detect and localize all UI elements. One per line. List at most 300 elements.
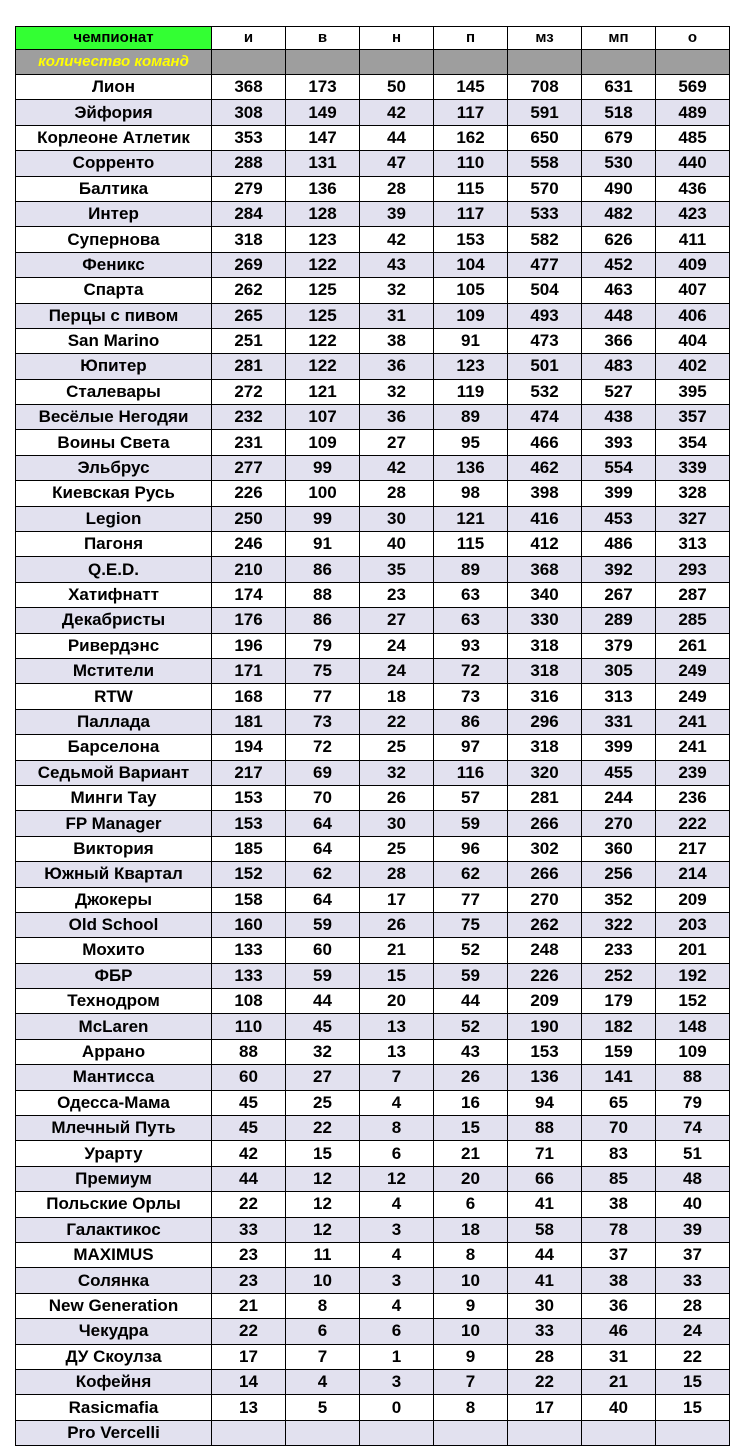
team-name-cell: Киевская Русь: [16, 481, 212, 506]
team-name-cell: Супернова: [16, 227, 212, 252]
draws-cell: 44: [360, 125, 434, 150]
points-cell: 40: [656, 1192, 730, 1217]
losses-cell: 43: [434, 1039, 508, 1064]
losses-cell: 91: [434, 328, 508, 353]
draws-cell: 17: [360, 887, 434, 912]
goals-scored-cell: 58: [508, 1217, 582, 1242]
wins-cell: 122: [286, 328, 360, 353]
games-cell: 22: [212, 1192, 286, 1217]
goals-conceded-cell: 305: [582, 658, 656, 683]
losses-cell: 63: [434, 582, 508, 607]
games-cell: 194: [212, 735, 286, 760]
games-cell: 210: [212, 557, 286, 582]
points-cell: 192: [656, 963, 730, 988]
team-name-cell: Минги Тау: [16, 785, 212, 810]
team-name-cell: Пагоня: [16, 532, 212, 557]
games-cell: 308: [212, 100, 286, 125]
goals-scored-cell: 41: [508, 1192, 582, 1217]
losses-cell: 104: [434, 252, 508, 277]
games-cell: 44: [212, 1166, 286, 1191]
draws-cell: 13: [360, 1014, 434, 1039]
losses-cell: 15: [434, 1116, 508, 1141]
wins-cell: 131: [286, 151, 360, 176]
goals-scored-cell: 462: [508, 455, 582, 480]
games-cell: 160: [212, 912, 286, 937]
table-row: [16, 963, 730, 988]
wins-cell: 62: [286, 862, 360, 887]
goals-scored-cell: 493: [508, 303, 582, 328]
team-name-cell: Седьмой Вариант: [16, 760, 212, 785]
losses-cell: 59: [434, 963, 508, 988]
wins-cell: 121: [286, 379, 360, 404]
table-row: [16, 252, 730, 277]
table-row: [16, 1039, 730, 1064]
points-cell: 407: [656, 278, 730, 303]
games-cell: 108: [212, 989, 286, 1014]
goals-scored-cell: 318: [508, 735, 582, 760]
points-cell: 354: [656, 430, 730, 455]
points-cell: 201: [656, 938, 730, 963]
losses-cell: 8: [434, 1395, 508, 1420]
team-name-cell: ФБР: [16, 963, 212, 988]
games-cell: 277: [212, 455, 286, 480]
table-row: [16, 354, 730, 379]
subheader-cell: [212, 50, 286, 75]
losses-cell: 26: [434, 1065, 508, 1090]
wins-cell: 12: [286, 1217, 360, 1242]
goals-scored-cell: 318: [508, 633, 582, 658]
draws-cell: 23: [360, 582, 434, 607]
losses-cell: 77: [434, 887, 508, 912]
table-row: [16, 481, 730, 506]
goals-conceded-cell: 554: [582, 455, 656, 480]
goals-conceded-cell: 70: [582, 1116, 656, 1141]
goals-scored-cell: 33: [508, 1319, 582, 1344]
table-row: [16, 1319, 730, 1344]
draws-cell: 27: [360, 430, 434, 455]
wins-cell: 107: [286, 405, 360, 430]
team-name-cell: Чекудра: [16, 1319, 212, 1344]
draws-cell: 28: [360, 176, 434, 201]
goals-conceded-cell: 453: [582, 506, 656, 531]
draws-cell: 42: [360, 100, 434, 125]
goals-scored-cell: 558: [508, 151, 582, 176]
games-cell: 23: [212, 1242, 286, 1267]
goals-scored-cell: 591: [508, 100, 582, 125]
goals-scored-cell: 650: [508, 125, 582, 150]
draws-cell: 4: [360, 1192, 434, 1217]
header-cell-goals-conceded: мп: [582, 27, 656, 50]
table-row: [16, 100, 730, 125]
losses-cell: 145: [434, 75, 508, 100]
points-cell: 109: [656, 1039, 730, 1064]
team-name-cell: Pro Vercelli: [16, 1420, 212, 1445]
draws-cell: 3: [360, 1268, 434, 1293]
team-name-cell: Весёлые Негодяи: [16, 405, 212, 430]
goals-conceded-cell: 289: [582, 608, 656, 633]
draws-cell: 39: [360, 201, 434, 226]
goals-scored-cell: 190: [508, 1014, 582, 1039]
draws-cell: 8: [360, 1116, 434, 1141]
draws-cell: 15: [360, 963, 434, 988]
team-name-cell: New Generation: [16, 1293, 212, 1318]
losses-cell: 93: [434, 633, 508, 658]
losses-cell: 57: [434, 785, 508, 810]
points-cell: 22: [656, 1344, 730, 1369]
table-row: [16, 1395, 730, 1420]
games-cell: 45: [212, 1090, 286, 1115]
table-row: [16, 405, 730, 430]
games-cell: 152: [212, 862, 286, 887]
wins-cell: 99: [286, 506, 360, 531]
goals-scored-cell: 209: [508, 989, 582, 1014]
table-row: [16, 912, 730, 937]
team-name-cell: Перцы с пивом: [16, 303, 212, 328]
games-cell: 168: [212, 684, 286, 709]
goals-conceded-cell: 399: [582, 735, 656, 760]
table-row: [16, 1192, 730, 1217]
wins-cell: 69: [286, 760, 360, 785]
header-cell-losses: п: [434, 27, 508, 50]
games-cell: 318: [212, 227, 286, 252]
goals-scored-cell: 416: [508, 506, 582, 531]
games-cell: 88: [212, 1039, 286, 1064]
losses-cell: 95: [434, 430, 508, 455]
losses-cell: 9: [434, 1344, 508, 1369]
table-row: [16, 227, 730, 252]
team-name-cell: McLaren: [16, 1014, 212, 1039]
table-row: [16, 633, 730, 658]
draws-cell: 0: [360, 1395, 434, 1420]
goals-conceded-cell: 182: [582, 1014, 656, 1039]
goals-scored-cell: 368: [508, 557, 582, 582]
goals-scored-cell: 398: [508, 481, 582, 506]
goals-conceded-cell: 141: [582, 1065, 656, 1090]
points-cell: 249: [656, 684, 730, 709]
goals-scored-cell: 226: [508, 963, 582, 988]
wins-cell: 25: [286, 1090, 360, 1115]
draws-cell: 26: [360, 912, 434, 937]
team-name-cell: FP Manager: [16, 811, 212, 836]
losses-cell: 86: [434, 709, 508, 734]
team-name-cell: Кофейня: [16, 1369, 212, 1394]
points-cell: 217: [656, 836, 730, 861]
draws-cell: 7: [360, 1065, 434, 1090]
losses-cell: 44: [434, 989, 508, 1014]
draws-cell: 27: [360, 608, 434, 633]
team-name-cell: Мохито: [16, 938, 212, 963]
goals-conceded-cell: 482: [582, 201, 656, 226]
games-cell: 153: [212, 811, 286, 836]
points-cell: 209: [656, 887, 730, 912]
goals-conceded-cell: 379: [582, 633, 656, 658]
goals-conceded-cell: 463: [582, 278, 656, 303]
goals-conceded-cell: 322: [582, 912, 656, 937]
wins-cell: 7: [286, 1344, 360, 1369]
goals-conceded-cell: 527: [582, 379, 656, 404]
goals-scored-cell: [508, 1420, 582, 1445]
goals-conceded-cell: 46: [582, 1319, 656, 1344]
team-name-cell: Old School: [16, 912, 212, 937]
losses-cell: 109: [434, 303, 508, 328]
points-cell: 436: [656, 176, 730, 201]
wins-cell: 147: [286, 125, 360, 150]
games-cell: 23: [212, 1268, 286, 1293]
team-name-cell: Южный Квартал: [16, 862, 212, 887]
goals-conceded-cell: 483: [582, 354, 656, 379]
wins-cell: 109: [286, 430, 360, 455]
team-name-cell: Воины Света: [16, 430, 212, 455]
goals-scored-cell: 30: [508, 1293, 582, 1318]
draws-cell: 21: [360, 938, 434, 963]
games-cell: 176: [212, 608, 286, 633]
goals-scored-cell: 266: [508, 811, 582, 836]
subheader-cell: [434, 50, 508, 75]
games-cell: 110: [212, 1014, 286, 1039]
losses-cell: 59: [434, 811, 508, 836]
points-cell: 339: [656, 455, 730, 480]
header-cell-games: и: [212, 27, 286, 50]
points-cell: 328: [656, 481, 730, 506]
points-cell: 402: [656, 354, 730, 379]
table-row: [16, 1268, 730, 1293]
table-row: [16, 608, 730, 633]
table-row: [16, 938, 730, 963]
goals-scored-cell: 44: [508, 1242, 582, 1267]
table-row: [16, 328, 730, 353]
goals-scored-cell: 262: [508, 912, 582, 937]
goals-scored-cell: 532: [508, 379, 582, 404]
table-row: [16, 836, 730, 861]
goals-conceded-cell: 179: [582, 989, 656, 1014]
wins-cell: 60: [286, 938, 360, 963]
goals-scored-cell: 533: [508, 201, 582, 226]
draws-cell: 24: [360, 633, 434, 658]
goals-scored-cell: 504: [508, 278, 582, 303]
table-row: [16, 1369, 730, 1394]
goals-conceded-cell: 360: [582, 836, 656, 861]
team-name-cell: Эльбрус: [16, 455, 212, 480]
points-cell: 48: [656, 1166, 730, 1191]
subheader-cell: [508, 50, 582, 75]
points-cell: 406: [656, 303, 730, 328]
goals-scored-cell: 266: [508, 862, 582, 887]
team-name-cell: Ривердэнс: [16, 633, 212, 658]
goals-scored-cell: 66: [508, 1166, 582, 1191]
goals-scored-cell: 136: [508, 1065, 582, 1090]
games-cell: 265: [212, 303, 286, 328]
team-name-cell: Аррано: [16, 1039, 212, 1064]
games-cell: 353: [212, 125, 286, 150]
wins-cell: 27: [286, 1065, 360, 1090]
points-cell: 569: [656, 75, 730, 100]
goals-conceded-cell: 518: [582, 100, 656, 125]
team-name-cell: Эйфория: [16, 100, 212, 125]
goals-scored-cell: 41: [508, 1268, 582, 1293]
goals-conceded-cell: 393: [582, 430, 656, 455]
goals-conceded-cell: 267: [582, 582, 656, 607]
games-cell: 13: [212, 1395, 286, 1420]
draws-cell: 38: [360, 328, 434, 353]
goals-conceded-cell: 256: [582, 862, 656, 887]
standings-table: [15, 26, 730, 1446]
draws-cell: 40: [360, 532, 434, 557]
draws-cell: 18: [360, 684, 434, 709]
goals-conceded-cell: 679: [582, 125, 656, 150]
wins-cell: 59: [286, 963, 360, 988]
points-cell: 222: [656, 811, 730, 836]
losses-cell: 52: [434, 1014, 508, 1039]
points-cell: 423: [656, 201, 730, 226]
team-name-cell: Сталевары: [16, 379, 212, 404]
goals-conceded-cell: 40: [582, 1395, 656, 1420]
goals-conceded-cell: 270: [582, 811, 656, 836]
points-cell: 485: [656, 125, 730, 150]
losses-cell: 162: [434, 125, 508, 150]
goals-scored-cell: 474: [508, 405, 582, 430]
team-name-cell: Технодром: [16, 989, 212, 1014]
losses-cell: 117: [434, 100, 508, 125]
header-cell-championship: чемпионат: [16, 27, 212, 50]
header-cell-points: о: [656, 27, 730, 50]
draws-cell: 32: [360, 278, 434, 303]
draws-cell: 24: [360, 658, 434, 683]
goals-scored-cell: 318: [508, 658, 582, 683]
goals-conceded-cell: 37: [582, 1242, 656, 1267]
games-cell: 153: [212, 785, 286, 810]
goals-scored-cell: 708: [508, 75, 582, 100]
wins-cell: 86: [286, 557, 360, 582]
wins-cell: 15: [286, 1141, 360, 1166]
points-cell: [656, 1420, 730, 1445]
team-name-cell: Джокеры: [16, 887, 212, 912]
subheader-row: [16, 50, 730, 75]
wins-cell: 73: [286, 709, 360, 734]
wins-cell: 86: [286, 608, 360, 633]
draws-cell: 20: [360, 989, 434, 1014]
team-name-cell: Сорренто: [16, 151, 212, 176]
wins-cell: 4: [286, 1369, 360, 1394]
points-cell: 357: [656, 405, 730, 430]
team-name-cell: Солянка: [16, 1268, 212, 1293]
games-cell: 288: [212, 151, 286, 176]
draws-cell: 30: [360, 811, 434, 836]
wins-cell: 149: [286, 100, 360, 125]
wins-cell: 122: [286, 252, 360, 277]
points-cell: 293: [656, 557, 730, 582]
points-cell: 287: [656, 582, 730, 607]
standings-body: [16, 27, 730, 1446]
games-cell: 279: [212, 176, 286, 201]
subheader-cell: [360, 50, 434, 75]
games-cell: 17: [212, 1344, 286, 1369]
subheader-team-count: количество команд: [16, 50, 212, 75]
games-cell: 251: [212, 328, 286, 353]
games-cell: 42: [212, 1141, 286, 1166]
wins-cell: 5: [286, 1395, 360, 1420]
games-cell: 174: [212, 582, 286, 607]
points-cell: 15: [656, 1395, 730, 1420]
points-cell: 249: [656, 658, 730, 683]
games-cell: 133: [212, 963, 286, 988]
goals-conceded-cell: 159: [582, 1039, 656, 1064]
draws-cell: [360, 1420, 434, 1445]
wins-cell: 8: [286, 1293, 360, 1318]
games-cell: 158: [212, 887, 286, 912]
draws-cell: 35: [360, 557, 434, 582]
goals-conceded-cell: 455: [582, 760, 656, 785]
points-cell: 24: [656, 1319, 730, 1344]
draws-cell: 47: [360, 151, 434, 176]
table-row: [16, 176, 730, 201]
table-row: [16, 303, 730, 328]
goals-conceded-cell: 452: [582, 252, 656, 277]
table-row: [16, 506, 730, 531]
wins-cell: 125: [286, 278, 360, 303]
table-row: [16, 684, 730, 709]
games-cell: 14: [212, 1369, 286, 1394]
games-cell: 272: [212, 379, 286, 404]
table-row: [16, 1293, 730, 1318]
team-name-cell: Млечный Путь: [16, 1116, 212, 1141]
wins-cell: 128: [286, 201, 360, 226]
table-row: [16, 201, 730, 226]
draws-cell: 50: [360, 75, 434, 100]
losses-cell: 10: [434, 1319, 508, 1344]
losses-cell: 97: [434, 735, 508, 760]
games-cell: 185: [212, 836, 286, 861]
points-cell: 313: [656, 532, 730, 557]
table-row: [16, 151, 730, 176]
goals-scored-cell: 473: [508, 328, 582, 353]
goals-conceded-cell: 399: [582, 481, 656, 506]
subheader-cell: [656, 50, 730, 75]
losses-cell: 9: [434, 1293, 508, 1318]
team-name-cell: Премиум: [16, 1166, 212, 1191]
team-name-cell: Виктория: [16, 836, 212, 861]
games-cell: 368: [212, 75, 286, 100]
goals-conceded-cell: 252: [582, 963, 656, 988]
losses-cell: 123: [434, 354, 508, 379]
points-cell: 203: [656, 912, 730, 937]
team-name-cell: Интер: [16, 201, 212, 226]
table-row: [16, 1116, 730, 1141]
draws-cell: 22: [360, 709, 434, 734]
table-row: [16, 1420, 730, 1445]
goals-conceded-cell: 631: [582, 75, 656, 100]
points-cell: 241: [656, 709, 730, 734]
losses-cell: 115: [434, 532, 508, 557]
table-row: [16, 785, 730, 810]
team-name-cell: Галактикос: [16, 1217, 212, 1242]
draws-cell: 30: [360, 506, 434, 531]
team-name-cell: Урарту: [16, 1141, 212, 1166]
wins-cell: 22: [286, 1116, 360, 1141]
goals-conceded-cell: 438: [582, 405, 656, 430]
table-row: [16, 1090, 730, 1115]
team-name-cell: Q.E.D.: [16, 557, 212, 582]
table-row: [16, 75, 730, 100]
games-cell: 133: [212, 938, 286, 963]
wins-cell: 12: [286, 1192, 360, 1217]
table-row: [16, 379, 730, 404]
wins-cell: 123: [286, 227, 360, 252]
table-row: [16, 811, 730, 836]
table-row: [16, 735, 730, 760]
games-cell: 226: [212, 481, 286, 506]
goals-scored-cell: 466: [508, 430, 582, 455]
wins-cell: 32: [286, 1039, 360, 1064]
